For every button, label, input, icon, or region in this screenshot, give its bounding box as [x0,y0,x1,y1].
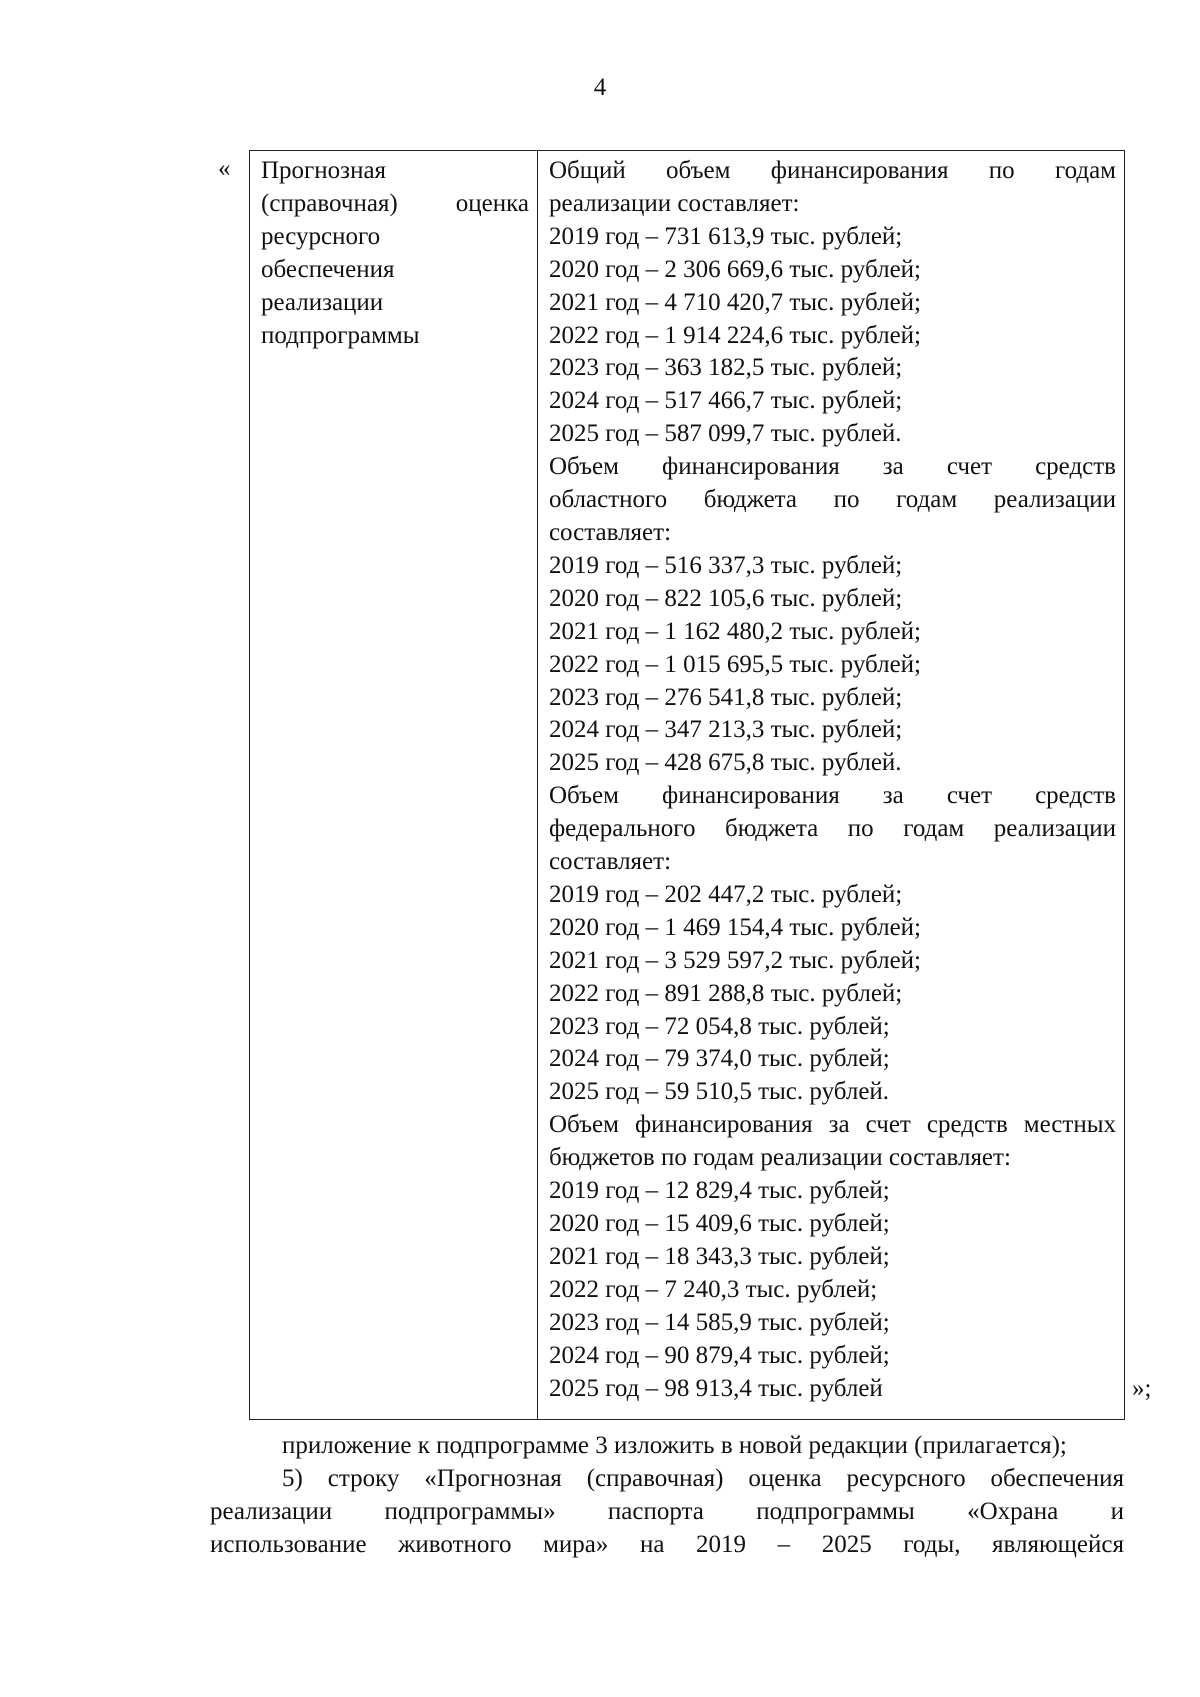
funding-line: Общий объем финансирования по годам [548,157,1116,184]
funding-line: реализации составляет: [548,189,800,217]
row-content-cell [537,151,1124,1420]
row-label-line: реализации [261,288,384,316]
funding-line: 2021 год – 18 343,3 тыс. рублей; [548,1242,890,1270]
funding-line: 2025 год – 428 675,8 тыс. рублей. [548,749,902,777]
funding-line: 2023 год – 72 054,8 тыс. рублей; [548,1012,890,1040]
closing-quote-mark: »; [1132,1375,1152,1402]
funding-line: 2024 год – 517 466,7 тыс. рублей; [548,387,903,415]
funding-line: 2021 год – 4 710 420,7 тыс. рублей; [548,288,921,316]
funding-line: 2022 год – 1 914 224,6 тыс. рублей; [548,321,921,349]
body-line: приложение к подпрограмме 3 изложить в новой редакции (прилагается); [282,1432,1067,1459]
funding-lines [549,155,1116,1405]
funding-line: федерального бюджета по годам реализации [548,815,1116,843]
funding-line: 2025 год – 98 913,4 тыс. рублей [548,1374,883,1402]
row-label-line: (справочная) оценка [261,189,529,217]
passport-table [249,150,1125,1420]
row-label-line: подпрограммы [261,321,420,349]
funding-line: 2025 год – 59 510,5 тыс. рублей. [548,1078,890,1106]
body-line: 5) строку «Прогнозная (справочная) оценка ресурсного обеспечения [282,1465,1124,1492]
funding-line: 2023 год – 276 541,8 тыс. рублей; [548,683,903,711]
body-line: использование животного мира» на 2019 – 2025 годы, являющейся [210,1531,1124,1558]
funding-line: 2020 год – 822 105,6 тыс. рублей; [548,584,903,612]
row-label-line: Прогнозная [261,157,387,184]
funding-line: бюджетов по годам реализации составляет: [548,1144,1011,1172]
row-label-line: обеспечения [261,255,395,283]
page-number: 4 [593,74,607,101]
funding-line: 2019 год – 12 829,4 тыс. рублей; [548,1177,890,1205]
funding-line: Объем финансирования за счет средств [548,782,1116,810]
funding-line: 2021 год – 3 529 597,2 тыс. рублей; [548,946,921,974]
funding-line: областного бюджета по годам реализации [548,486,1116,514]
funding-line: 2023 год – 363 182,5 тыс. рублей; [548,354,903,382]
funding-line: Объем финансирования за счет средств [548,453,1116,481]
funding-line: 2024 год – 90 879,4 тыс. рублей; [548,1341,890,1369]
funding-line: 2019 год – 202 447,2 тыс. рублей; [548,880,903,908]
body-line: реализации подпрограммы» паспорта подпрограммы «Охрана и [210,1498,1124,1525]
body-text [210,1429,1124,1561]
funding-line: составляет: [548,518,672,546]
funding-line: 2022 год – 1 015 695,5 тыс. рублей; [548,650,921,678]
funding-line: составляет: [548,848,672,876]
funding-line: 2020 год – 1 469 154,4 тыс. рублей; [548,913,921,941]
funding-line: 2020 год – 15 409,6 тыс. рублей; [548,1210,890,1237]
opening-quote-mark: « [218,155,231,182]
funding-line: 2024 год – 79 374,0 тыс. рублей; [548,1045,890,1073]
funding-line: 2025 год – 587 099,7 тыс. рублей. [548,420,902,448]
funding-line: 2019 год – 731 613,9 тыс. рублей; [548,222,903,250]
funding-line: 2022 год – 7 240,3 тыс. рублей; [548,1275,878,1303]
funding-line: 2021 год – 1 162 480,2 тыс. рублей; [548,617,921,645]
funding-line: 2023 год – 14 585,9 тыс. рублей; [548,1308,890,1336]
funding-line: 2019 год – 516 337,3 тыс. рублей; [548,551,903,579]
row-label-line: ресурсного [261,222,381,250]
table-row [250,151,1125,1420]
funding-line: 2024 год – 347 213,3 тыс. рублей; [548,716,903,744]
row-label-cell [250,151,538,1420]
funding-line: Объем финансирования за счет средств местных [548,1111,1116,1139]
funding-line: 2020 год – 2 306 669,6 тыс. рублей; [548,255,921,283]
funding-line: 2022 год – 891 288,8 тыс. рублей; [548,979,903,1007]
